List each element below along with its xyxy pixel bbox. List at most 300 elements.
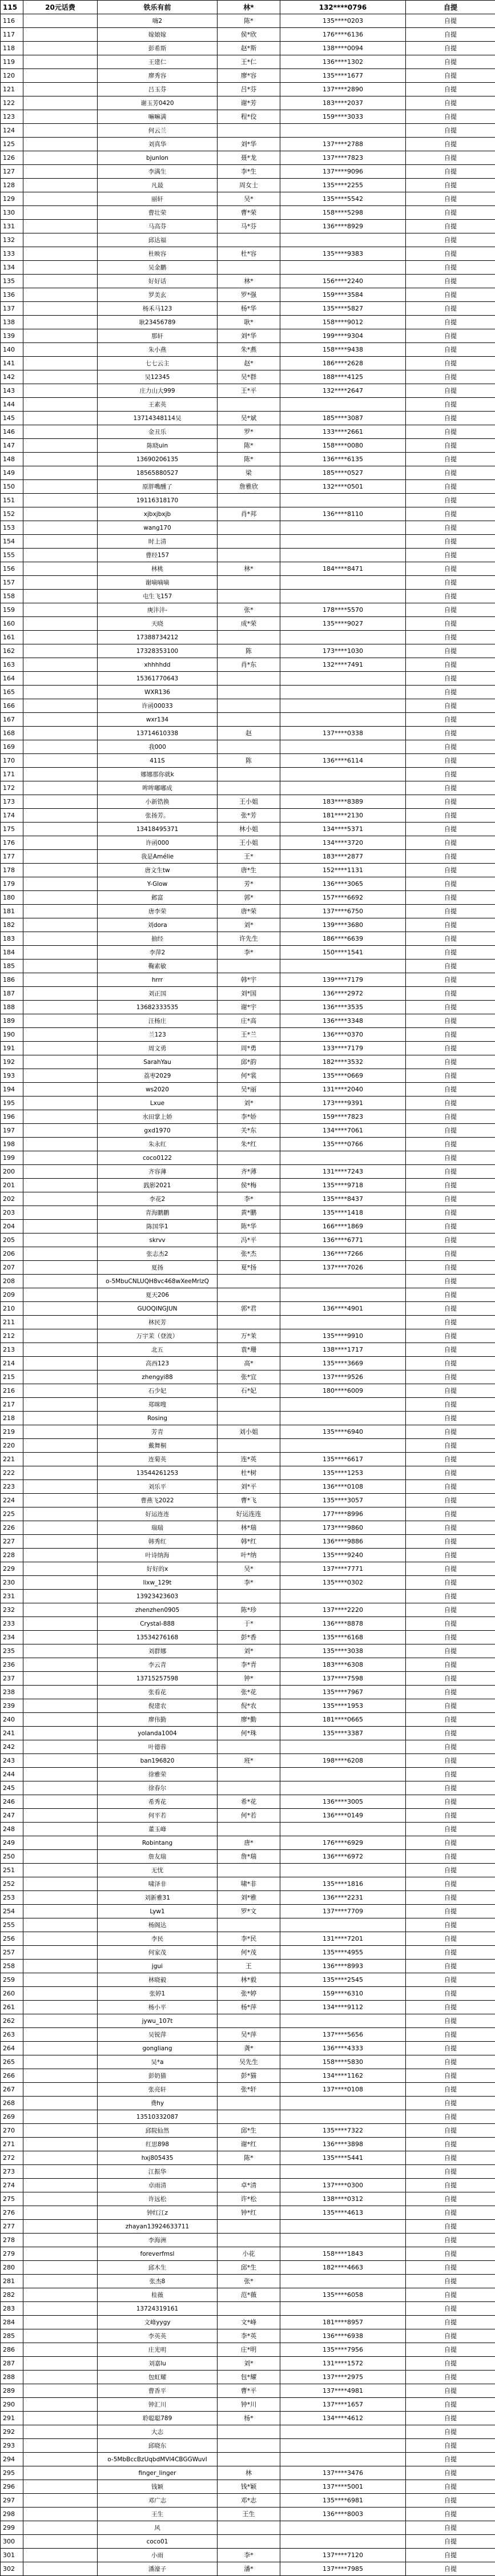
prize-cell xyxy=(23,850,98,864)
nickname-cell: 曹经157 xyxy=(98,549,218,562)
name-cell: 刘*国 xyxy=(218,987,280,1001)
row-number: 186 xyxy=(1,973,23,987)
delivery-cell: 自提 xyxy=(406,1083,495,1096)
delivery-cell: 自提 xyxy=(406,973,495,987)
name-cell: 夏*扬 xyxy=(218,1261,280,1275)
phone-cell: 135****9383 xyxy=(280,247,406,261)
name-cell: 谢*红 xyxy=(218,2138,280,2151)
row-number: 146 xyxy=(1,425,23,439)
delivery-cell: 自提 xyxy=(406,1151,495,1165)
name-cell: 唐*生 xyxy=(218,864,280,877)
nickname-cell: 徐春尔 xyxy=(98,1781,218,1795)
row-number: 225 xyxy=(1,1507,23,1521)
row-number: 125 xyxy=(1,138,23,151)
table-row xyxy=(1,1562,495,1576)
prize-cell xyxy=(23,1028,98,1042)
nickname-cell: 荔枣2029 xyxy=(98,1069,218,1083)
nickname-cell: 好好话 xyxy=(98,275,218,288)
nickname-cell: 张婷1 xyxy=(98,1987,218,2001)
table-row xyxy=(1,2343,495,2357)
prize-cell xyxy=(23,2302,98,2316)
name-cell: 罗* xyxy=(218,425,280,439)
table-row xyxy=(1,1877,495,1891)
name-cell: 肖*邦 xyxy=(218,507,280,521)
phone-cell xyxy=(280,2521,406,2535)
delivery-cell: 自提 xyxy=(406,644,495,658)
name-cell: 周*勇 xyxy=(218,1042,280,1055)
nickname-cell: 陈晓uin xyxy=(98,439,218,453)
table-row xyxy=(1,1740,495,1754)
row-number: 204 xyxy=(1,1220,23,1233)
prize-cell xyxy=(23,535,98,549)
table-row xyxy=(1,370,495,384)
phone-cell: 199****9304 xyxy=(280,329,406,343)
delivery-cell: 自提 xyxy=(406,2110,495,2124)
delivery-cell: 自提 xyxy=(406,1754,495,1768)
prize-cell xyxy=(23,247,98,261)
delivery-cell: 自提 xyxy=(406,713,495,727)
nickname-cell: 高西123 xyxy=(98,1357,218,1370)
nickname-cell: 13714348114吴 xyxy=(98,412,218,425)
table-row xyxy=(1,2206,495,2220)
name-cell xyxy=(218,576,280,590)
phone-cell: 166****1869 xyxy=(280,1220,406,1233)
delivery-cell: 自提 xyxy=(406,617,495,631)
delivery-cell: 自提 xyxy=(406,261,495,275)
prize-cell xyxy=(23,836,98,850)
prize-cell xyxy=(23,1233,98,1247)
delivery-cell: 自提 xyxy=(406,2014,495,2028)
delivery-cell: 自提 xyxy=(406,329,495,343)
row-number: 263 xyxy=(1,2028,23,2042)
prize-cell xyxy=(23,2508,98,2521)
table-row xyxy=(1,2261,495,2275)
nickname-cell: 411S xyxy=(98,754,218,768)
delivery-cell: 自提 xyxy=(406,2521,495,2535)
phone-cell: 137****0108 xyxy=(280,2083,406,2097)
name-cell: 林* xyxy=(218,562,280,576)
table-row xyxy=(1,1617,495,1631)
phone-cell: 156****2240 xyxy=(280,275,406,288)
name-cell xyxy=(218,2110,280,2124)
row-number: 266 xyxy=(1,2069,23,2083)
delivery-cell: 自提 xyxy=(406,316,495,329)
name-cell: 刘* xyxy=(218,2357,280,2371)
nickname-cell: zhayan13924633711 xyxy=(98,2220,218,2234)
nickname-cell: 詹友瑞 xyxy=(98,1850,218,1864)
phone-cell: 136****6938 xyxy=(280,2329,406,2343)
nickname-cell: ws2020 xyxy=(98,1083,218,1096)
phone-cell: 158****9438 xyxy=(280,343,406,357)
phone-cell: 135****6940 xyxy=(280,1425,406,1439)
delivery-cell: 自提 xyxy=(406,1042,495,1055)
phone-cell: 135****0669 xyxy=(280,1069,406,1083)
name-cell: 林*毅 xyxy=(218,1973,280,1987)
row-number: 217 xyxy=(1,1398,23,1412)
delivery-cell: 自提 xyxy=(406,2453,495,2466)
name-cell: 潘* xyxy=(218,2562,280,2576)
row-number: 275 xyxy=(1,2192,23,2206)
delivery-cell: 自提 xyxy=(406,1960,495,1973)
nickname-cell: 庚沣沣- xyxy=(98,603,218,617)
table-row xyxy=(1,1905,495,1918)
prize-cell xyxy=(23,2124,98,2138)
prize-cell xyxy=(23,576,98,590)
prize-cell xyxy=(23,124,98,138)
name-cell: 许先生 xyxy=(218,932,280,946)
nickname-cell: 郑咪嗖 xyxy=(98,1398,218,1412)
phone-cell: 135****6168 xyxy=(280,1631,406,1644)
row-number: 158 xyxy=(1,590,23,603)
table-row xyxy=(1,2014,495,2028)
nickname-cell: xhhhhdd xyxy=(98,658,218,672)
table-row xyxy=(1,2042,495,2055)
table-row xyxy=(1,2494,495,2508)
delivery-cell: 自提 xyxy=(406,384,495,398)
table-row xyxy=(1,1781,495,1795)
table-row xyxy=(1,2508,495,2521)
name-cell: 谢*宇 xyxy=(218,1001,280,1014)
row-number: 221 xyxy=(1,1453,23,1466)
delivery-cell: 自提 xyxy=(406,2398,495,2412)
nickname-cell: 红思898 xyxy=(98,2138,218,2151)
row-number: 124 xyxy=(1,124,23,138)
nickname-cell: 13724319161 xyxy=(98,2302,218,2316)
row-number: 164 xyxy=(1,672,23,686)
name-cell: 刘*平 xyxy=(218,1480,280,1494)
delivery-cell: 自提 xyxy=(406,1686,495,1699)
phone-cell xyxy=(280,2439,406,2453)
delivery-cell: 自提 xyxy=(406,138,495,151)
name-cell: 吴*萍 xyxy=(218,2028,280,2042)
table-row xyxy=(1,1631,495,1644)
table-row xyxy=(1,2288,495,2302)
delivery-cell: 自提 xyxy=(406,1069,495,1083)
row-number: 161 xyxy=(1,631,23,644)
delivery-cell: 自提 xyxy=(406,69,495,83)
nickname-cell: 铁乐有前 xyxy=(98,1,218,14)
row-number: 163 xyxy=(1,658,23,672)
delivery-cell: 自提 xyxy=(406,877,495,891)
table-row xyxy=(1,1425,495,1439)
nickname-cell: 王建仁 xyxy=(98,55,218,69)
table-row xyxy=(1,2453,495,2466)
row-number: 220 xyxy=(1,1439,23,1453)
table-row xyxy=(1,151,495,165)
nickname-cell: 庄力山大999 xyxy=(98,384,218,398)
phone-cell: 137****4981 xyxy=(280,2384,406,2398)
phone-cell: 137****7026 xyxy=(280,1261,406,1275)
table-row xyxy=(1,42,495,55)
prize-cell xyxy=(23,1412,98,1425)
phone-cell: 136****1302 xyxy=(280,55,406,69)
prize-cell xyxy=(23,42,98,55)
delivery-cell: 自提 xyxy=(406,1535,495,1549)
phone-cell: 159****7823 xyxy=(280,1110,406,1124)
nickname-cell: 丽轩 xyxy=(98,192,218,206)
nickname-cell: 北五 xyxy=(98,1343,218,1357)
delivery-cell: 自提 xyxy=(406,1370,495,1384)
phone-cell: 137****9096 xyxy=(280,165,406,179)
delivery-cell: 自提 xyxy=(406,1110,495,1124)
row-number: 280 xyxy=(1,2261,23,2275)
nickname-cell: 林民芳 xyxy=(98,1316,218,1329)
name-cell xyxy=(218,1151,280,1165)
table-row xyxy=(1,2028,495,2042)
prize-cell xyxy=(23,973,98,987)
phone-cell: 135****9027 xyxy=(280,617,406,631)
delivery-cell: 自提 xyxy=(406,1247,495,1261)
nickname-cell: 凡最 xyxy=(98,179,218,192)
delivery-cell: 自提 xyxy=(406,425,495,439)
prize-cell xyxy=(23,918,98,932)
row-number: 206 xyxy=(1,1247,23,1261)
nickname-cell: o-5MbBccBzUqbdMVl4CBGGWuvI xyxy=(98,2453,218,2466)
table-row xyxy=(1,1946,495,1960)
prize-cell xyxy=(23,1809,98,1823)
row-number: 253 xyxy=(1,1891,23,1905)
prize-cell xyxy=(23,370,98,384)
name-cell: 啸*非 xyxy=(218,1877,280,1891)
table-row xyxy=(1,1549,495,1562)
delivery-cell: 自提 xyxy=(406,699,495,713)
phone-cell: 135****7322 xyxy=(280,2124,406,2138)
prize-cell xyxy=(23,1699,98,1713)
row-number: 119 xyxy=(1,55,23,69)
phone-cell: 173****1030 xyxy=(280,644,406,658)
phone-cell: 136****3065 xyxy=(280,877,406,891)
table-row xyxy=(1,1384,495,1398)
prize-cell xyxy=(23,1864,98,1877)
delivery-cell: 自提 xyxy=(406,1507,495,1521)
nickname-cell: 我是Amélie xyxy=(98,850,218,864)
name-cell xyxy=(218,686,280,699)
delivery-cell: 自提 xyxy=(406,480,495,494)
row-number: 143 xyxy=(1,384,23,398)
name-cell: 耿* xyxy=(218,316,280,329)
delivery-cell: 自提 xyxy=(406,165,495,179)
nickname-cell: coco0122 xyxy=(98,1151,218,1165)
phone-cell xyxy=(280,1781,406,1795)
table-row xyxy=(1,740,495,754)
row-number: 159 xyxy=(1,603,23,617)
nickname-cell: zhengyi88 xyxy=(98,1370,218,1384)
prize-cell xyxy=(23,823,98,836)
prize-cell xyxy=(23,2028,98,2042)
row-number: 174 xyxy=(1,809,23,823)
phone-cell: 134****3720 xyxy=(280,836,406,850)
nickname-cell: lixw_129t xyxy=(98,1576,218,1590)
row-number: 133 xyxy=(1,247,23,261)
prize-cell xyxy=(23,1932,98,1946)
table-row xyxy=(1,1918,495,1932)
delivery-cell: 自提 xyxy=(406,891,495,905)
prize-cell xyxy=(23,905,98,918)
nickname-cell: 江振华 xyxy=(98,2165,218,2179)
delivery-cell: 自提 xyxy=(406,850,495,864)
nickname-cell: 践影2021 xyxy=(98,1179,218,1192)
prize-cell xyxy=(23,1357,98,1370)
prize-cell xyxy=(23,2014,98,2028)
nickname-cell: 13690206135 xyxy=(98,453,218,466)
row-number: 257 xyxy=(1,1946,23,1960)
table-row xyxy=(1,918,495,932)
name-cell: 曹*荣 xyxy=(218,206,280,220)
row-number: 216 xyxy=(1,1384,23,1398)
name-cell: 钱*颖 xyxy=(218,2480,280,2494)
row-number: 173 xyxy=(1,795,23,809)
phone-cell xyxy=(280,2275,406,2288)
nickname-cell: 彭奶猫 xyxy=(98,2069,218,2083)
prize-cell xyxy=(23,275,98,288)
row-number: 144 xyxy=(1,398,23,412)
table-row xyxy=(1,439,495,453)
phone-cell: 136****6135 xyxy=(280,453,406,466)
row-number: 139 xyxy=(1,329,23,343)
prize-cell xyxy=(23,261,98,275)
table-row xyxy=(1,1233,495,1247)
nickname-cell: 吴12345 xyxy=(98,370,218,384)
delivery-cell: 自提 xyxy=(406,2083,495,2097)
row-number: 117 xyxy=(1,28,23,42)
row-number: 274 xyxy=(1,2179,23,2192)
nickname-cell: 陈国华1 xyxy=(98,1220,218,1233)
table-row xyxy=(1,809,495,823)
delivery-cell: 自提 xyxy=(406,2425,495,2439)
nickname-cell: 许远松 xyxy=(98,2192,218,2206)
delivery-cell: 自提 xyxy=(406,466,495,480)
nickname-cell: 那轩 xyxy=(98,329,218,343)
name-cell: 李*生 xyxy=(218,165,280,179)
prize-cell xyxy=(23,1384,98,1398)
delivery-cell: 自提 xyxy=(406,1302,495,1316)
name-cell xyxy=(218,781,280,795)
row-number: 208 xyxy=(1,1275,23,1288)
name-cell: 聂*龙 xyxy=(218,151,280,165)
phone-cell xyxy=(280,713,406,727)
row-number: 176 xyxy=(1,836,23,850)
prize-cell xyxy=(23,2206,98,2220)
table-row xyxy=(1,247,495,261)
prize-cell xyxy=(23,2316,98,2329)
delivery-cell: 自提 xyxy=(406,55,495,69)
row-number: 201 xyxy=(1,1179,23,1192)
table-row xyxy=(1,507,495,521)
nickname-cell: Lxue xyxy=(98,1096,218,1110)
prize-cell xyxy=(23,69,98,83)
phone-cell xyxy=(280,398,406,412)
prize-cell xyxy=(23,2138,98,2151)
row-number: 160 xyxy=(1,617,23,631)
phone-cell: 135****1677 xyxy=(280,69,406,83)
name-cell xyxy=(218,398,280,412)
phone-cell: 183****8389 xyxy=(280,795,406,809)
prize-cell xyxy=(23,603,98,617)
prize-cell xyxy=(23,1973,98,1987)
table-row xyxy=(1,2371,495,2384)
delivery-cell: 自提 xyxy=(406,288,495,302)
row-number: 126 xyxy=(1,151,23,165)
table-row xyxy=(1,261,495,275)
nickname-cell: hrrr xyxy=(98,973,218,987)
table-row xyxy=(1,357,495,370)
row-number: 218 xyxy=(1,1412,23,1425)
row-number: 135 xyxy=(1,275,23,288)
table-row xyxy=(1,960,495,973)
table-row xyxy=(1,1096,495,1110)
nickname-cell: 李民 xyxy=(98,1932,218,1946)
table-row xyxy=(1,1576,495,1590)
delivery-cell: 自提 xyxy=(406,1466,495,1480)
nickname-cell: 我000 xyxy=(98,740,218,754)
table-row xyxy=(1,2302,495,2316)
delivery-cell: 自提 xyxy=(406,398,495,412)
phone-cell: 136****8993 xyxy=(280,1960,406,1973)
delivery-cell: 自提 xyxy=(406,343,495,357)
prize-cell xyxy=(23,2494,98,2508)
table-row xyxy=(1,2316,495,2329)
phone-cell: 137****0338 xyxy=(280,727,406,740)
prize-cell xyxy=(23,2549,98,2562)
prize-cell xyxy=(23,644,98,658)
prize-title: 20元话费 xyxy=(23,1,98,14)
row-number: 224 xyxy=(1,1494,23,1507)
prize-cell xyxy=(23,2384,98,2398)
name-cell: 唐*荣 xyxy=(218,905,280,918)
nickname-cell: 庄光明 xyxy=(98,2343,218,2357)
nickname-cell: 连菊英 xyxy=(98,1453,218,1466)
table-row xyxy=(1,1261,495,1275)
table-row xyxy=(1,1042,495,1055)
name-cell xyxy=(218,233,280,247)
prize-cell xyxy=(23,1507,98,1521)
nickname-cell: 吴金鹏 xyxy=(98,261,218,275)
name-cell: 黄*鹏 xyxy=(218,1206,280,1220)
phone-cell: 135****5441 xyxy=(280,2151,406,2165)
row-number: 259 xyxy=(1,1973,23,1987)
delivery-cell: 自提 xyxy=(406,2302,495,2316)
row-number: 177 xyxy=(1,850,23,864)
delivery-cell: 自提 xyxy=(406,42,495,55)
row-number: 156 xyxy=(1,562,23,576)
prize-cell xyxy=(23,1453,98,1466)
row-number: 213 xyxy=(1,1343,23,1357)
row-number: 162 xyxy=(1,644,23,658)
table-row xyxy=(1,275,495,288)
table-row xyxy=(1,2165,495,2179)
prize-cell xyxy=(23,2480,98,2494)
nickname-cell: 邱达福 xyxy=(98,233,218,247)
phone-cell: 184****8471 xyxy=(280,562,406,576)
table-row xyxy=(1,2001,495,2014)
prize-cell xyxy=(23,1425,98,1439)
row-number: 237 xyxy=(1,1672,23,1686)
table-row xyxy=(1,316,495,329)
phone-cell xyxy=(280,2453,406,2466)
name-cell: 彭*香 xyxy=(218,1631,280,1644)
row-number: 265 xyxy=(1,2055,23,2069)
name-cell xyxy=(218,2425,280,2439)
delivery-cell: 自提 xyxy=(406,590,495,603)
phone-cell: 134****7061 xyxy=(280,1124,406,1138)
table-row xyxy=(1,1069,495,1083)
nickname-cell: 刘真华 xyxy=(98,138,218,151)
phone-cell xyxy=(280,1316,406,1329)
nickname-cell: zhenzhen0905 xyxy=(98,1603,218,1617)
name-cell: 王*仁 xyxy=(218,55,280,69)
phone-cell: 135****0766 xyxy=(280,1138,406,1151)
name-cell xyxy=(218,2439,280,2453)
